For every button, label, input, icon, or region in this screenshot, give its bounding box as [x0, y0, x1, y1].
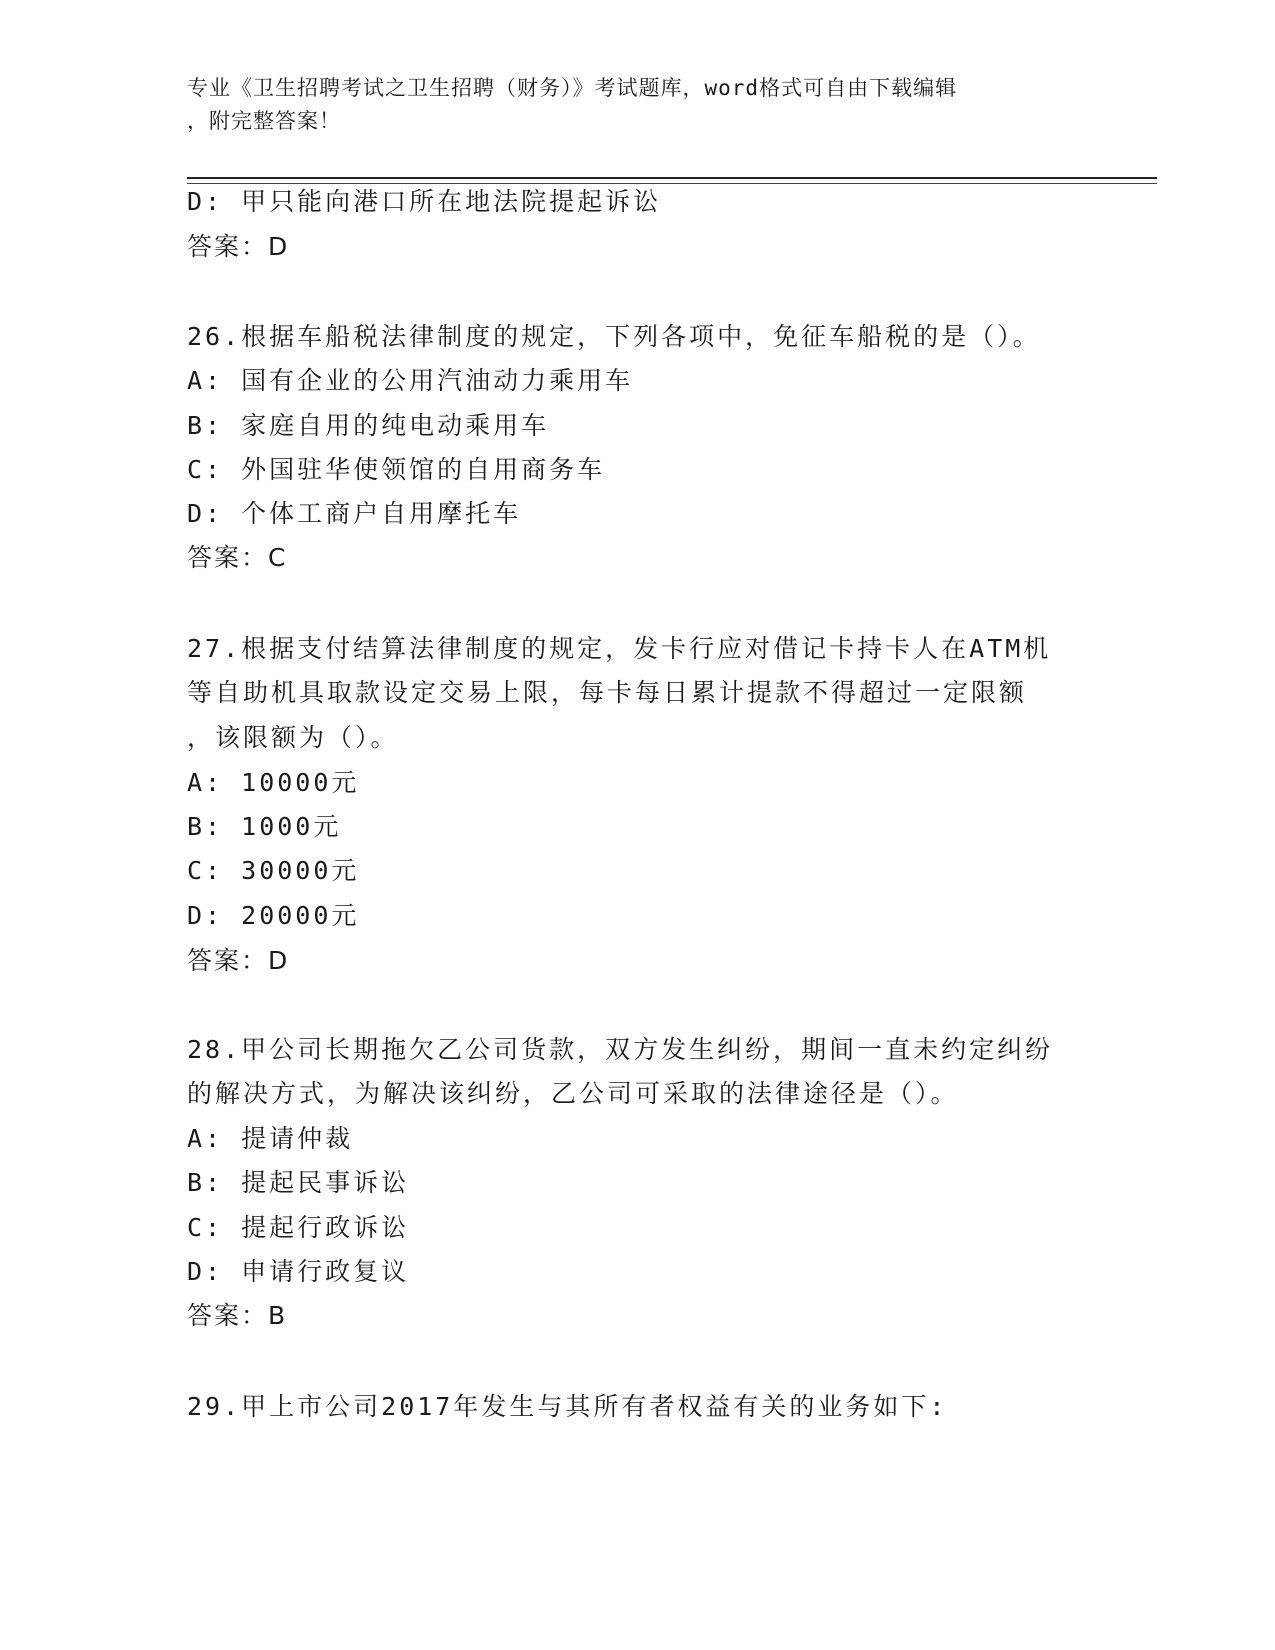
- q26-option-c: C: 外国驻华使领馆的自用商务车: [187, 455, 606, 484]
- q27-option-c: C: 30000元: [187, 856, 360, 885]
- prev-answer: 答案：D: [187, 232, 290, 261]
- header-line-1: 专业《卫生招聘考试之卫生招聘（财务）》考试题库，word格式可自由下载编辑: [187, 76, 958, 100]
- q26-option-d: D: 个体工商户自用摩托车: [187, 499, 522, 528]
- q26-stem: 26.根据车船税法律制度的规定，下列各项中，免征车船税的是（）。: [187, 322, 1041, 351]
- q27-option-b: B: 1000元: [187, 812, 342, 841]
- q28-answer: 答案：B: [187, 1301, 288, 1330]
- q27-option-d: D: 20000元: [187, 901, 360, 930]
- header-line-2: ，附完整答案！: [187, 109, 341, 133]
- q27-stem-line-1: 27.根据支付结算法律制度的规定，发卡行应对借记卡持卡人在ATM机: [187, 634, 1052, 663]
- q28-stem-line-2: 的解决方式，为解决该纠纷，乙公司可采取的法律途径是（）。: [187, 1079, 959, 1108]
- q27-stem-line-2: 等自助机具取款设定交易上限，每卡每日累计提款不得超过一定限额: [187, 678, 1028, 707]
- q28-option-a: A: 提请仲裁: [187, 1124, 354, 1153]
- header-divider-thick: [187, 177, 1157, 179]
- q29-stem: 29.甲上市公司2017年发生与其所有者权益有关的业务如下:: [187, 1392, 948, 1421]
- prev-option-d: D: 甲只能向港口所在地法院提起诉讼: [187, 187, 662, 216]
- q28-option-d: D: 申请行政复议: [187, 1257, 410, 1286]
- q27-option-a: A: 10000元: [187, 768, 360, 797]
- q26-option-b: B: 家庭自用的纯电动乘用车: [187, 411, 550, 440]
- q27-answer: 答案：D: [187, 946, 290, 975]
- q26-answer: 答案：C: [187, 543, 288, 572]
- q26-option-a: A: 国有企业的公用汽油动力乘用车: [187, 366, 634, 395]
- q28-stem-line-1: 28.甲公司长期拖欠乙公司货款，双方发生纠纷，期间一直未约定纠纷: [187, 1035, 1054, 1064]
- q27-stem-line-3: ，该限额为（）。: [187, 723, 399, 752]
- q28-option-b: B: 提起民事诉讼: [187, 1168, 410, 1197]
- document-header: [187, 72, 1067, 138]
- header-divider-thin: [187, 183, 1157, 184]
- q28-option-c: C: 提起行政诉讼: [187, 1213, 410, 1242]
